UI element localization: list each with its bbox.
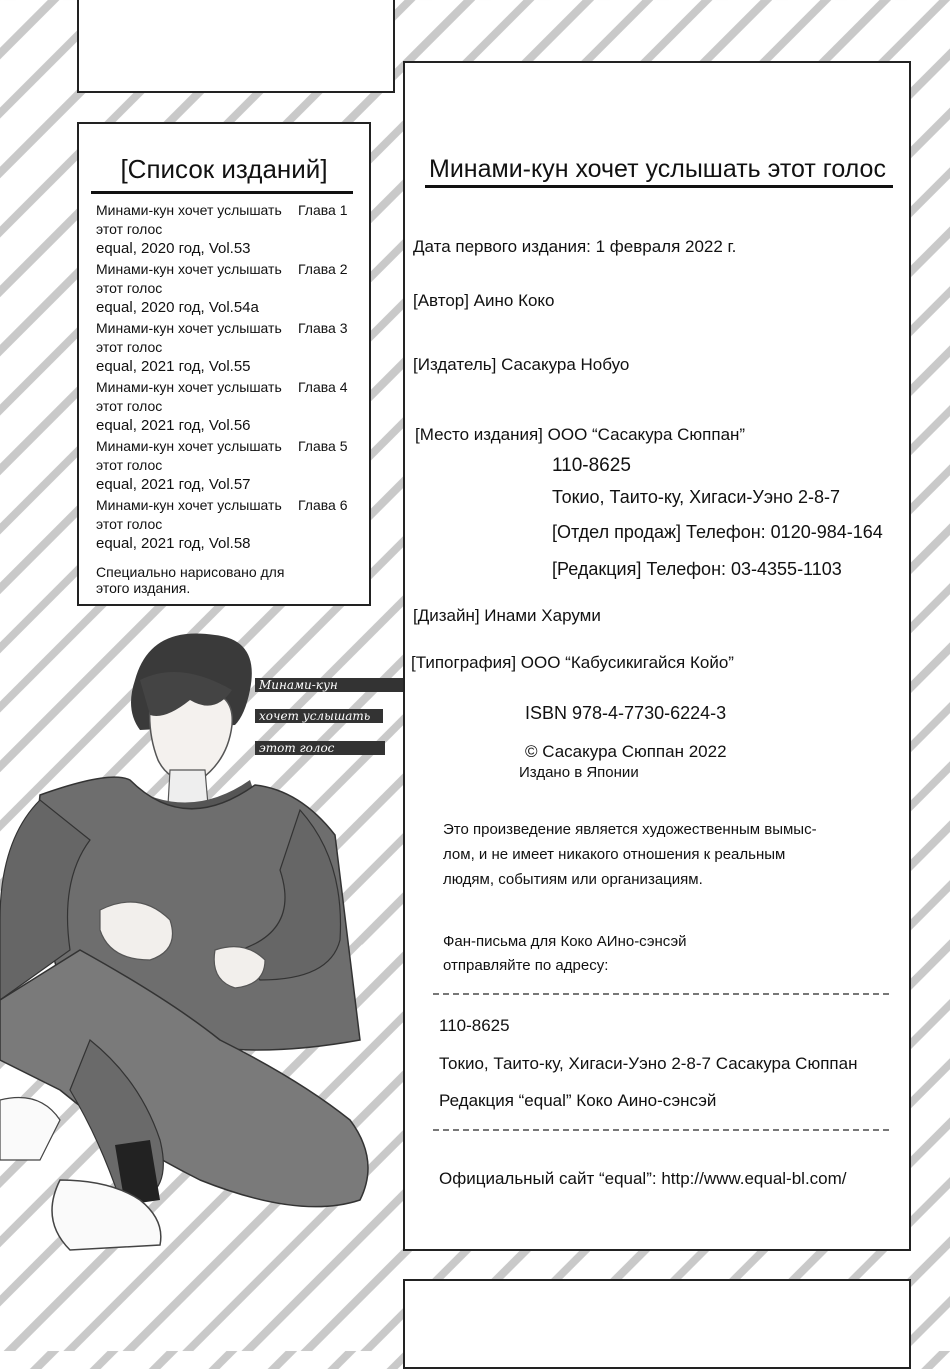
entry-publication: equal, 2020 год, Vol.53 bbox=[96, 240, 251, 257]
entry-chapter: Глава 3 bbox=[298, 320, 348, 336]
postal-code: 110-8625 bbox=[552, 455, 631, 476]
printing-line: [Типография] ООО “Кабусикигайся Койо” bbox=[411, 653, 734, 672]
book-title: Минами-кун хочет услышать этот голос bbox=[429, 155, 886, 183]
list-item bbox=[96, 260, 356, 317]
mail-postal-code: 110-8625 bbox=[439, 1016, 510, 1035]
editorial-phone: [Редакция] Телефон: 03-4355-1103 bbox=[552, 559, 842, 579]
disclaimer-line: лом, и не имеет никакого отношения к реальным bbox=[443, 846, 786, 863]
list-item bbox=[96, 378, 356, 435]
mail-address: Токио, Таито-ку, Хигаси-Уэно 2-8-7 Сасакура Сюппан bbox=[439, 1054, 858, 1073]
list-item bbox=[96, 496, 356, 553]
fan-letters-line: Фан-письма для Коко АИно-сэнсэй bbox=[443, 933, 687, 950]
entry-publication: equal, 2020 год, Vol.54a bbox=[96, 299, 259, 316]
entry-title: Минами-кун хочет услышать этот голос bbox=[96, 497, 282, 532]
special-note: Специально нарисовано для этого издания. bbox=[96, 564, 285, 596]
disclaimer-line: Это произведение является художественным вымыс- bbox=[443, 821, 817, 838]
list-item bbox=[96, 437, 356, 494]
entry-title: Минами-кун хочет услышать этот голос bbox=[96, 261, 282, 296]
first-edition-date: Дата первого издания: 1 февраля 2022 г. bbox=[413, 237, 737, 256]
dashed-divider bbox=[433, 1129, 889, 1131]
address-line: Токио, Таито-ку, Хигаси-Уэно 2-8-7 bbox=[552, 487, 840, 507]
logo-tag-line2: хочет услышать bbox=[255, 709, 383, 723]
entry-title: Минами-кун хочет услышать этот голос bbox=[96, 379, 282, 414]
entry-publication: equal, 2021 год, Vol.58 bbox=[96, 535, 251, 552]
entry-publication: equal, 2021 год, Vol.57 bbox=[96, 476, 251, 493]
logo-tag-line3: этот голос bbox=[255, 741, 385, 755]
entry-chapter: Глава 6 bbox=[298, 497, 348, 513]
bottom-blank-panel bbox=[403, 1279, 911, 1369]
design-line: [Дизайн] Инами Харуми bbox=[413, 606, 601, 625]
divider bbox=[91, 191, 353, 194]
author-line: [Автор] Аино Коко bbox=[413, 291, 555, 310]
copyright: © Сасакура Сюппан 2022 bbox=[525, 742, 727, 761]
entry-publication: equal, 2021 год, Vol.55 bbox=[96, 358, 251, 375]
entry-chapter: Глава 5 bbox=[298, 438, 348, 454]
colophon-panel bbox=[403, 61, 911, 1251]
disclaimer-line: людям, событиям или организациям. bbox=[443, 871, 703, 888]
top-blank-panel bbox=[77, 0, 395, 93]
entry-chapter: Глава 1 bbox=[298, 202, 348, 218]
official-website: Официальный сайт “equal”: http://www.equal-bl.com/ bbox=[439, 1169, 847, 1188]
entry-chapter: Глава 2 bbox=[298, 261, 348, 277]
publication-list-panel bbox=[77, 122, 371, 606]
sales-phone: [Отдел продаж] Телефон: 0120-984-164 bbox=[552, 522, 883, 542]
publisher-line: [Издатель] Сасакура Нобуо bbox=[413, 355, 630, 374]
entry-title: Минами-кун хочет услышать этот голос bbox=[96, 202, 282, 237]
entry-chapter: Глава 4 bbox=[298, 379, 348, 395]
divider bbox=[425, 185, 893, 188]
list-item bbox=[96, 319, 356, 376]
entry-title: Минами-кун хочет услышать этот голос bbox=[96, 320, 282, 355]
printed-in-japan: Издано в Японии bbox=[519, 764, 639, 781]
publication-list-title: [Список изданий] bbox=[120, 154, 328, 184]
place-line: [Место издания] ООО “Сасакура Сюппан” bbox=[415, 425, 746, 444]
list-item bbox=[96, 201, 356, 258]
entry-publication: equal, 2021 год, Vol.56 bbox=[96, 417, 251, 434]
isbn: ISBN 978-4-7730-6224-3 bbox=[525, 703, 727, 723]
dashed-divider bbox=[433, 993, 889, 995]
mail-editorial: Редакция “equal” Коко Аино-сэнсэй bbox=[439, 1091, 717, 1110]
logo-tag-line1: Минами-кун bbox=[255, 678, 415, 692]
fan-letters-line: отправляйте по адресу: bbox=[443, 957, 609, 974]
entry-title: Минами-кун хочет услышать этот голос bbox=[96, 438, 282, 473]
